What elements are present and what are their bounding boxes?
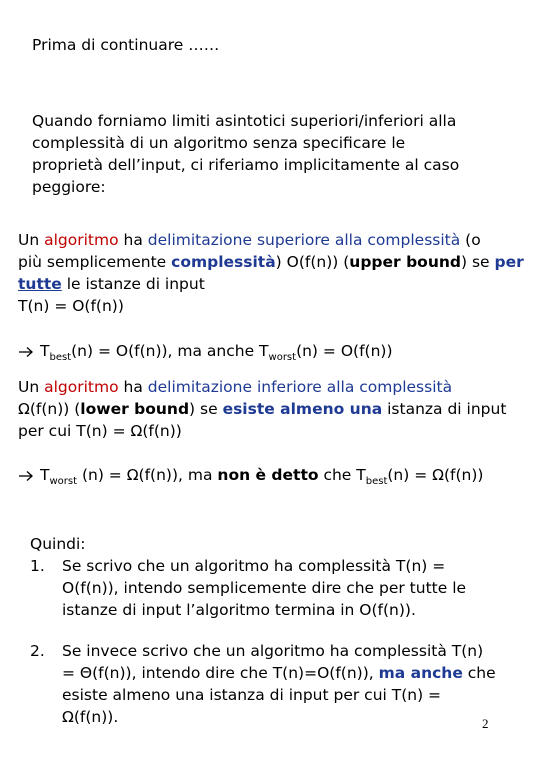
lower-line-2 — [18, 398, 533, 420]
upper-line2-b: ) O(f(n)) ( — [275, 253, 350, 271]
lower-line-1 — [18, 376, 533, 398]
intro-line: peggiore: — [32, 178, 106, 196]
upper-delimitazione-term: delimitazione superiore alla complessità — [147, 231, 461, 249]
lower-bound-definition — [18, 376, 533, 442]
item2-line-4: Ω(f(n)). — [62, 708, 119, 726]
item1-line: istanze di input l’algoritmo termina in O(f(n)). — [62, 601, 416, 619]
implication-upper — [18, 340, 393, 362]
quindi-heading — [30, 533, 86, 555]
upper-line2-c: ) se — [460, 253, 495, 271]
upper-ha: ha — [118, 231, 148, 249]
impl2-non-e-detto: non è detto — [217, 466, 319, 484]
page-number: 2 — [482, 716, 489, 731]
impl2-end: (n) = Ω(f(n)) — [387, 466, 484, 484]
slide-title — [32, 34, 219, 56]
impl1-worst-sub: worst — [268, 352, 297, 363]
lower-ha: ha — [118, 378, 148, 396]
arrow-right-icon — [18, 340, 40, 362]
lower-esiste-term: esiste almeno una — [222, 400, 383, 418]
item1-line: O(f(n)), intendo semplicemente dire che per tutte le — [62, 579, 467, 597]
upper-bound-term: upper bound — [349, 253, 461, 271]
impl2-che: che T — [318, 466, 366, 484]
impl1-mid: (n) = O(f(n)), ma anche T — [71, 342, 269, 360]
impl2-worst-sub: worst — [49, 476, 78, 487]
item2-ma-anche-term: ma anche — [378, 664, 463, 682]
quindi-text: Quindi: — [30, 535, 86, 553]
upper-complessita-term: complessità — [171, 253, 276, 271]
item2-line2-b: che — [462, 664, 496, 682]
intro-line: complessità di un algoritmo senza specificare le — [32, 134, 406, 152]
lower-bound-term: lower bound — [80, 400, 190, 418]
list-item-text — [62, 640, 507, 728]
lower-line2-c: istanza di input — [382, 400, 507, 418]
upper-tutte-term: tutte — [18, 275, 62, 293]
impl1-best-sub: best — [49, 352, 72, 363]
implication-lower — [18, 464, 483, 486]
item2-line-1: Se invece scrivo che un algoritmo ha complessità T(n) — [62, 642, 484, 660]
item2-line-3: esiste almeno una istanza di input per cui T(n) = — [62, 686, 442, 704]
lower-line-3: per cui T(n) = Ω(f(n)) — [18, 422, 182, 440]
list-item-1 — [30, 555, 520, 621]
impl2-t: T — [40, 466, 50, 484]
list-item-text — [62, 555, 507, 621]
list-number: 2. — [30, 642, 45, 660]
lower-un: Un — [18, 378, 45, 396]
intro-line: Quando forniamo limiti asintotici superiori/inferiori alla — [32, 112, 457, 130]
intro-line: proprietà dell’input, ci riferiamo implicitamente al caso — [32, 156, 460, 174]
upper-un: Un — [18, 231, 45, 249]
item1-line: Se scrivo che un algoritmo ha complessità T(n) = — [62, 557, 446, 575]
upper-line-3 — [18, 273, 533, 295]
item2-line-2 — [62, 662, 507, 684]
impl1-end: (n) = O(f(n)) — [296, 342, 393, 360]
list-number: 1. — [30, 557, 45, 575]
impl1-t: T — [40, 342, 50, 360]
lower-line2-a: Ω(f(n)) ( — [18, 400, 81, 418]
lower-line2-b: ) se — [189, 400, 223, 418]
slide-title-text: Prima di continuare …… — [32, 36, 220, 54]
lower-delimitazione-term: delimitazione inferiore alla complessità — [147, 378, 453, 396]
upper-algoritmo-term: algoritmo — [44, 231, 119, 249]
upper-line2-a: più semplicemente — [18, 253, 172, 271]
upper-per-term: per — [494, 253, 524, 271]
upper-line-4: T(n) = O(f(n)) — [18, 297, 124, 315]
upper-line-1 — [18, 229, 533, 251]
intro-paragraph — [32, 110, 459, 198]
upper-line3-rest: le istanze di input — [61, 275, 205, 293]
upper-bound-definition — [18, 229, 533, 317]
arrow-right-icon — [18, 464, 40, 486]
impl2-mid: (n) = Ω(f(n)), ma — [77, 466, 218, 484]
impl2-best-sub: best — [365, 476, 388, 487]
item2-line2-a: = Θ(f(n)), intendo dire che T(n)=O(f(n)), — [62, 664, 379, 682]
upper-o-piu: (o — [460, 231, 481, 249]
upper-line-2 — [18, 251, 533, 273]
list-item-2 — [30, 640, 520, 728]
lower-algoritmo-term: algoritmo — [44, 378, 119, 396]
